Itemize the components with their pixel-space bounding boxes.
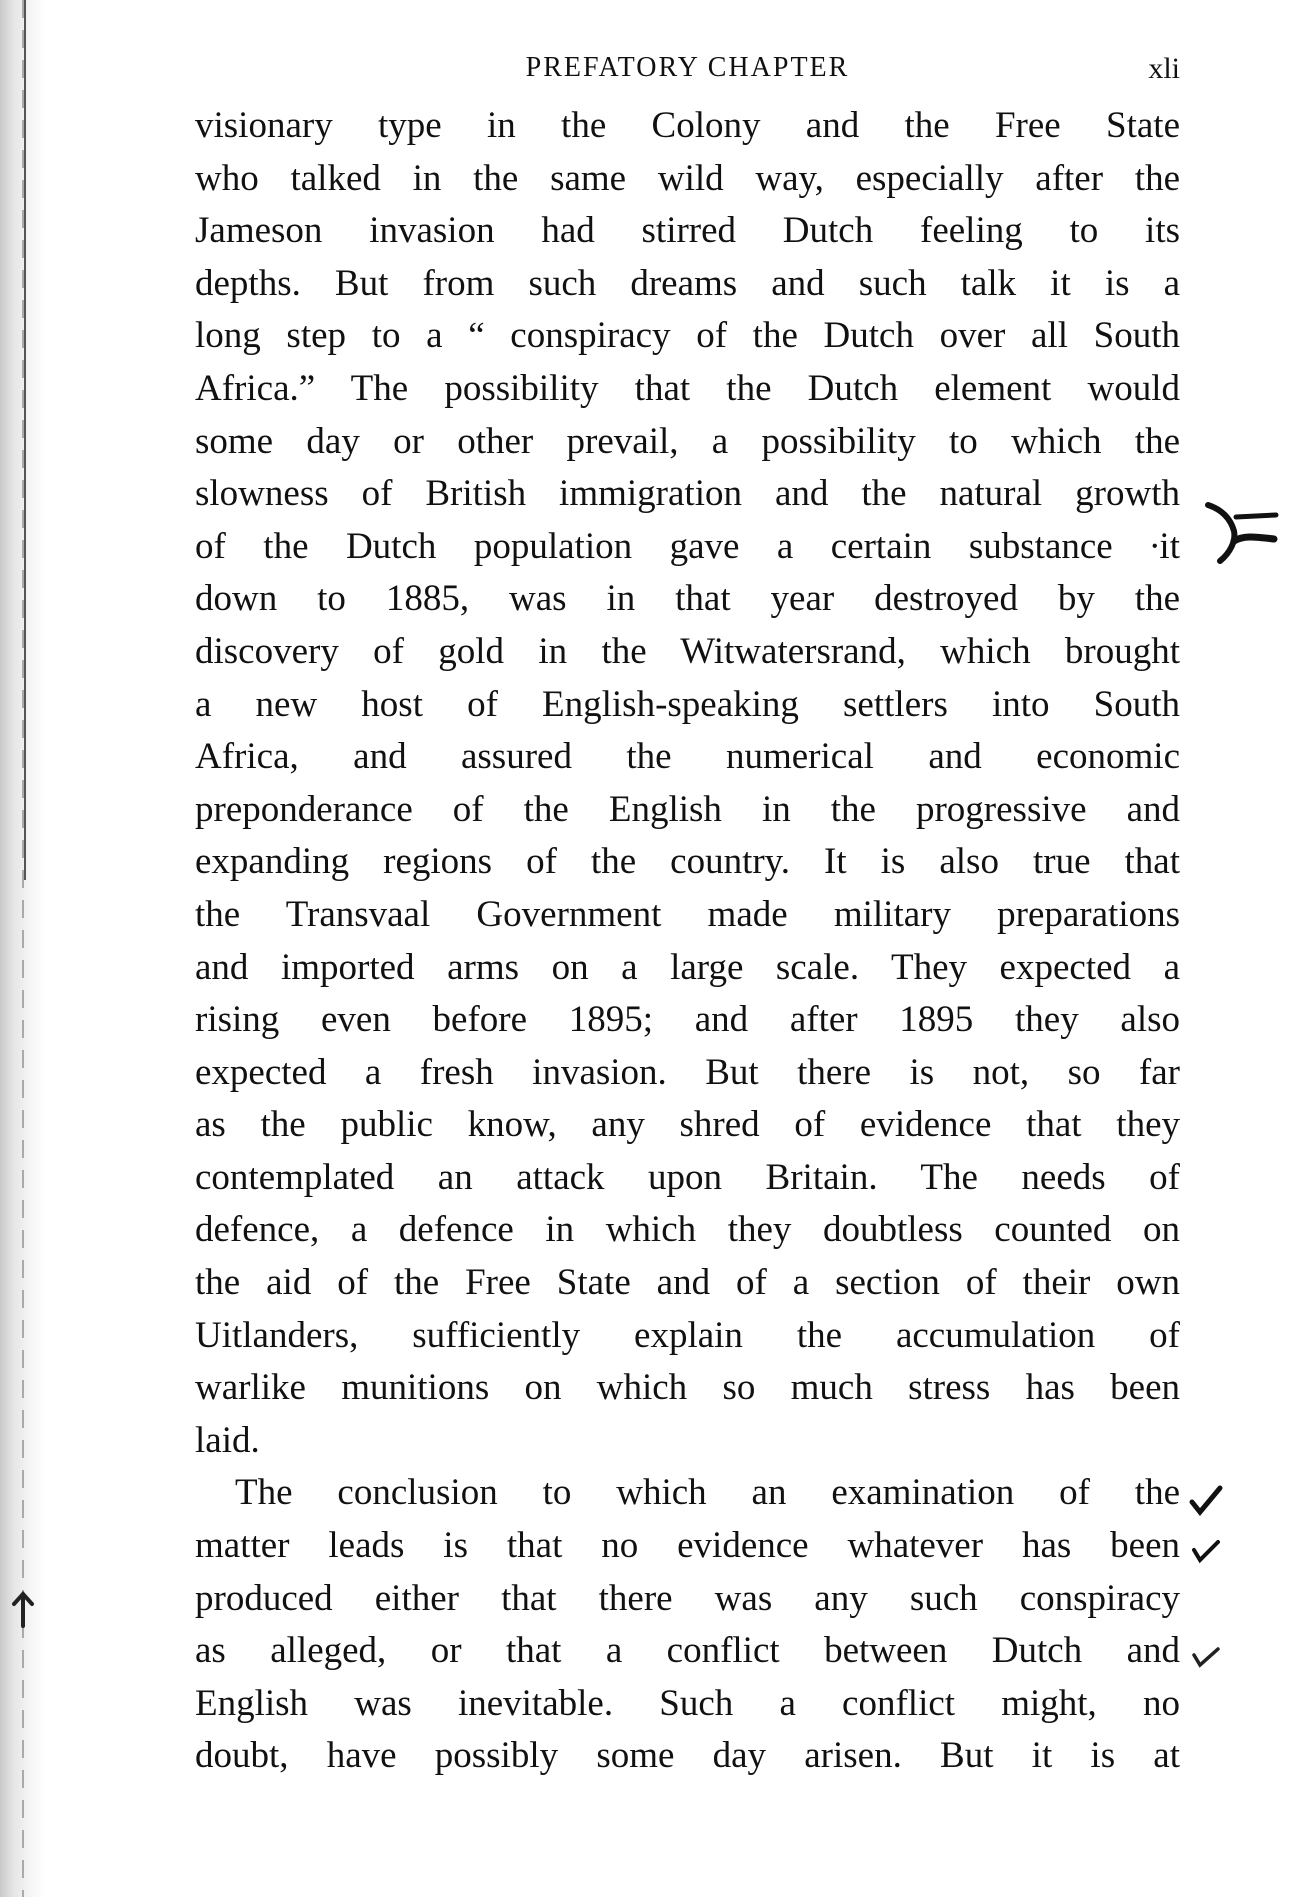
text-line: the Transvaal Government made military preparations: [195, 893, 1180, 935]
text-line: a new host of English-speaking settlers into South: [195, 683, 1180, 725]
margin-annotation-mark: [1200, 495, 1280, 575]
checkmark-icon: [1186, 1635, 1226, 1675]
text-line: The conclusion to which an examination of the: [235, 1472, 1180, 1514]
text-line: laid.: [195, 1419, 260, 1461]
text-line: English was inevitable. Such a conflict might, no: [195, 1682, 1180, 1724]
text-line: down to 1885, was in that year destroyed by the: [195, 578, 1180, 620]
running-head: PREFATORY CHAPTER: [525, 52, 850, 83]
text-line: depths. But from such dreams and such talk it is a: [195, 262, 1180, 304]
text-line: long step to a “ conspiracy of the Dutch over all South: [195, 315, 1180, 357]
text-line: produced either that there was any such conspiracy: [195, 1577, 1180, 1619]
text-line: defence, a defence in which they doubtless counted on: [195, 1209, 1180, 1251]
page-number: xli: [1148, 52, 1180, 85]
text-line: who talked in the same wild way, especially after the: [195, 157, 1180, 199]
text-line: visionary type in the Colony and the Free State: [195, 105, 1180, 146]
text-line: the aid of the Free State and of a section of their own: [195, 1262, 1180, 1304]
margin-arrow-mark: [8, 1590, 38, 1630]
text-line: of the Dutch population gave a certain substance ∙it: [195, 525, 1180, 567]
text-line: Africa, and assured the numerical and economic: [195, 736, 1180, 778]
checkmark-icon: [1186, 1480, 1226, 1520]
text-line: rising even before 1895; and after 1895 they also: [195, 999, 1180, 1041]
text-line: and imported arms on a large scale. They expected a: [195, 946, 1180, 988]
text-line: preponderance of the English in the progressive and: [195, 788, 1180, 830]
binding-edge-line: [24, 0, 26, 880]
text-line: as the public know, any shred of evidence that they: [195, 1104, 1180, 1146]
text-line: expanding regions of the country. It is also true that: [195, 841, 1180, 883]
text-line: some day or other prevail, a possibility to which the: [195, 420, 1180, 462]
text-line: matter leads is that no evidence whatever has been: [195, 1525, 1180, 1567]
text-line: expected a fresh invasion. But there is not, so far: [195, 1051, 1180, 1093]
checkmark-icon: [1186, 1530, 1226, 1570]
page-header: [195, 52, 1180, 92]
text-line: as alleged, or that a conflict between Dutch and: [195, 1630, 1180, 1672]
text-line: contemplated an attack upon Britain. The needs of: [195, 1156, 1180, 1198]
body-text: [195, 100, 1180, 1783]
text-line: warlike munitions on which so much stress has been: [195, 1367, 1180, 1409]
text-line: Jameson invasion had stirred Dutch feeling to its: [195, 210, 1180, 252]
text-line: Africa.” The possibility that the Dutch element would: [195, 367, 1180, 409]
text-line: doubt, have possibly some day arisen. But it is at: [195, 1735, 1180, 1777]
text-line: Uitlanders, sufficiently explain the accumulation of: [195, 1314, 1180, 1356]
text-line: discovery of gold in the Witwatersrand, which brought: [195, 630, 1180, 672]
text-line: slowness of British immigration and the natural growth: [195, 473, 1180, 515]
